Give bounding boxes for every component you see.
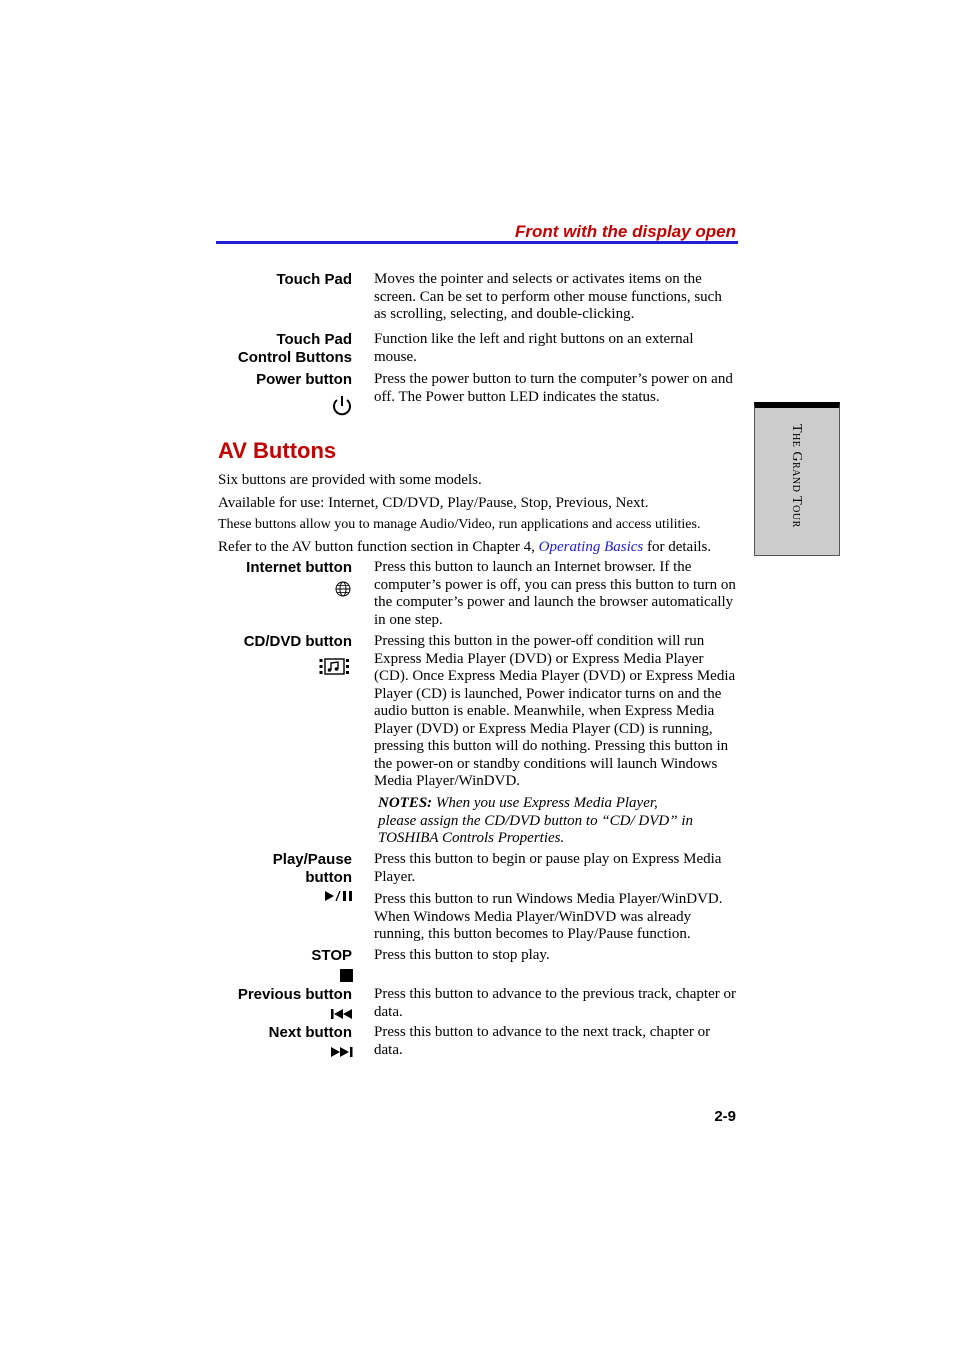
note-text: When you use Express Media Player, please assign the CD/DVD button to “CD/ DVD” in TOSHIBA Controls Properties. (378, 795, 694, 846)
next-track-icon (331, 1047, 353, 1057)
term-line: Control Buttons (237, 348, 352, 366)
play-pause-button-term (273, 851, 352, 886)
refer-prefix: Refer to the AV button function section in Chapter 4, (218, 539, 539, 555)
cd-dvd-button-desc: Pressing this button in the power-off condition will run Express Media Player (DVD) or Express Media Player (CD). Once Express Media Player (DVD) or Express Media Player (CD) is launched, Power indicator turns on and the audio button is enable. Meanwhile, when Express Media Player (DVD) or Express Media Player (CD) is running, pressing this button will do nothing. Pressing this button in the power-on or standby conditions will launch Windows Media Player/WinDVD. (374, 633, 736, 789)
previous-button-term: Previous button (237, 986, 352, 1003)
stop-button-desc: Press this button to stop play. (374, 947, 550, 963)
media-icon (319, 658, 350, 676)
previous-track-icon (331, 1009, 353, 1019)
refer-suffix: for details. (643, 539, 712, 555)
page-number: 2-9 (714, 1108, 736, 1125)
term-line: Touch Pad (276, 331, 352, 348)
stop-button-term: STOP (311, 947, 352, 964)
play-pause-button-desc-2: Press this button to run Windows Media Player/WinDVD. When Windows Media Player/WinDVD was already running, this button becomes to Play/Pause function. (374, 891, 723, 942)
term-line: Play/Pause (272, 851, 352, 868)
header-rule (216, 241, 738, 244)
internet-button-term: Internet button (246, 559, 352, 576)
play-pause-icon (324, 890, 354, 902)
section-title: Front with the display open (515, 222, 736, 241)
chapter-side-tab-label: The Grand Tour (789, 424, 804, 528)
power-button-desc: Press the power button to turn the computer’s power on and off. The Power button LED indicates the status. (374, 371, 733, 405)
av-intro-line: These buttons allow you to manage Audio/Video, run applications and access utilities. (218, 517, 701, 532)
term-line: button (305, 868, 352, 886)
next-button-term: Next button (268, 1024, 352, 1041)
stop-icon (340, 969, 353, 982)
chapter-side-tab (754, 402, 840, 556)
av-intro-line: Six buttons are provided with some models. (218, 472, 482, 488)
touch-pad-control-buttons-desc: Function like the left and right buttons on an external mouse. (374, 331, 694, 365)
touch-pad-control-buttons-term (238, 331, 352, 366)
operating-basics-link[interactable]: Operating Basics (538, 539, 644, 555)
touch-pad-term: Touch Pad (276, 271, 352, 288)
av-intro-line: Available for use: Internet, CD/DVD, Play/Pause, Stop, Previous, Next. (218, 495, 649, 511)
power-button-term: Power button (256, 371, 352, 388)
note-label: NOTES: (378, 795, 433, 811)
play-pause-button-desc: Press this button to begin or pause play on Express Media Player. (374, 851, 722, 885)
next-button-desc: Press this button to advance to the next track, chapter or data. (374, 1024, 711, 1058)
power-icon (331, 394, 353, 418)
cd-dvd-note (378, 795, 698, 848)
cd-dvd-button-term: CD/DVD button (243, 633, 352, 650)
av-buttons-heading: AV Buttons (218, 438, 337, 463)
av-refer-line (218, 538, 738, 556)
previous-button-desc: Press this button to advance to the previous track, chapter or data. (374, 986, 736, 1020)
internet-button-desc: Press this button to launch an Internet browser. If the computer’s power is off, you can press this button to turn on the computer’s power and launch the browser automatically in one step. (374, 559, 736, 628)
touch-pad-desc: Moves the pointer and selects or activates items on the screen. Can be set to perform other mouse functions, such as scrolling, selecting, and double-clicking. (374, 271, 722, 322)
globe-icon (334, 580, 352, 598)
